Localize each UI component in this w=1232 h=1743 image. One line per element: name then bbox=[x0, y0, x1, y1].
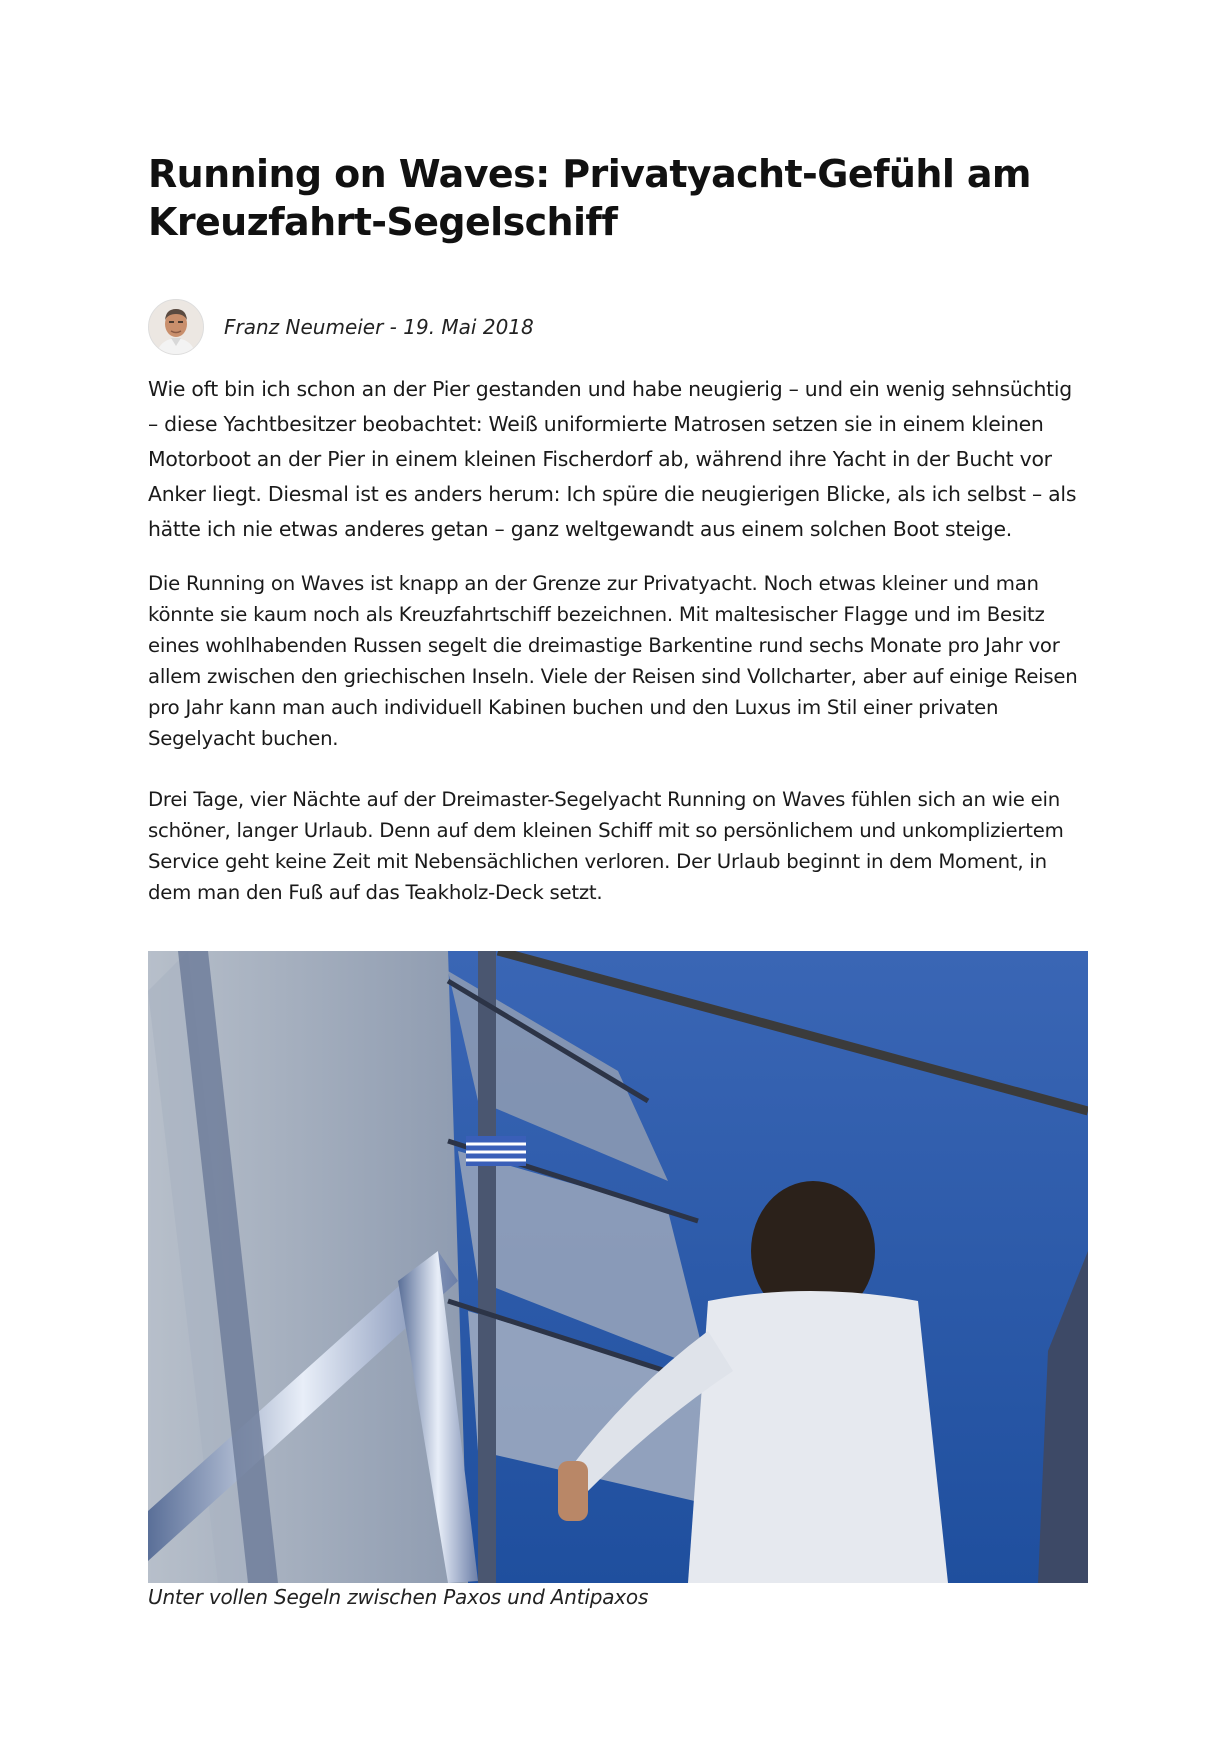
article bbox=[148, 150, 1088, 1609]
paragraph-intro: Wie oft bin ich schon an der Pier gestanden und habe neugierig – und ein wenig sehnsüchtig – diese Yachtbesitzer beobachtet: Weiß uniformierte Matrosen setzen sie in einem kleinen Motorboot an der Pier in einem kleinen Fischerdorf ab, während ihre Yacht in der Bucht vor Anker liegt. Diesmal ist es anders herum: Ich spüre die neugierigen Blicke, als ich selbst – als hätte ich nie etwas anderes getan – ganz weltgewandt aus einem solchen Boot steige. bbox=[148, 377, 1077, 541]
article-title: Running on Waves: Privatyacht-Gefühl am Kreuzfahrt-Segelschiff bbox=[148, 152, 1031, 244]
sailing-ship-photo bbox=[148, 951, 1088, 1583]
byline bbox=[148, 299, 534, 355]
paragraph-3: Drei Tage, vier Nächte auf der Dreimaster-Segelyacht Running on Waves fühlen sich an wie ein schöner, langer Urlaub. Denn auf dem kleinen Schiff mit so persönlichem und unkompliziertem Service geht keine Zeit mit Nebensächlichen verloren. Der Urlaub beginnt in dem Moment, in dem man den Fuß auf das Teakholz-Deck setzt. bbox=[148, 788, 1064, 904]
paragraph-2: Die Running on Waves ist knapp an der Grenze zur Privatyacht. Noch etwas kleiner und man könnte sie kaum noch als Kreuzfahrtschiff bezeichnen. Mit maltesischer Flagge und im Besitz eines wohlhabenden Russen segelt die dreimastige Barkentine rund sechs Monate pro Jahr vor allem zwischen den griechischen Inseln. Viele der Reisen sind Vollcharter, aber auf einige Reisen pro Jahr kann man auch individuell Kabinen buchen und den Luxus im Stil einer privaten Segelyacht buchen. bbox=[148, 572, 1078, 750]
author-date: Franz Neumeier - 19. Mai 2018 bbox=[224, 315, 534, 339]
photo-caption: Unter vollen Segeln zwischen Paxos und Antipaxos bbox=[148, 1585, 649, 1609]
author-avatar[interactable] bbox=[148, 299, 204, 355]
article-photo bbox=[148, 951, 1088, 1583]
author-portrait-icon bbox=[149, 300, 203, 354]
